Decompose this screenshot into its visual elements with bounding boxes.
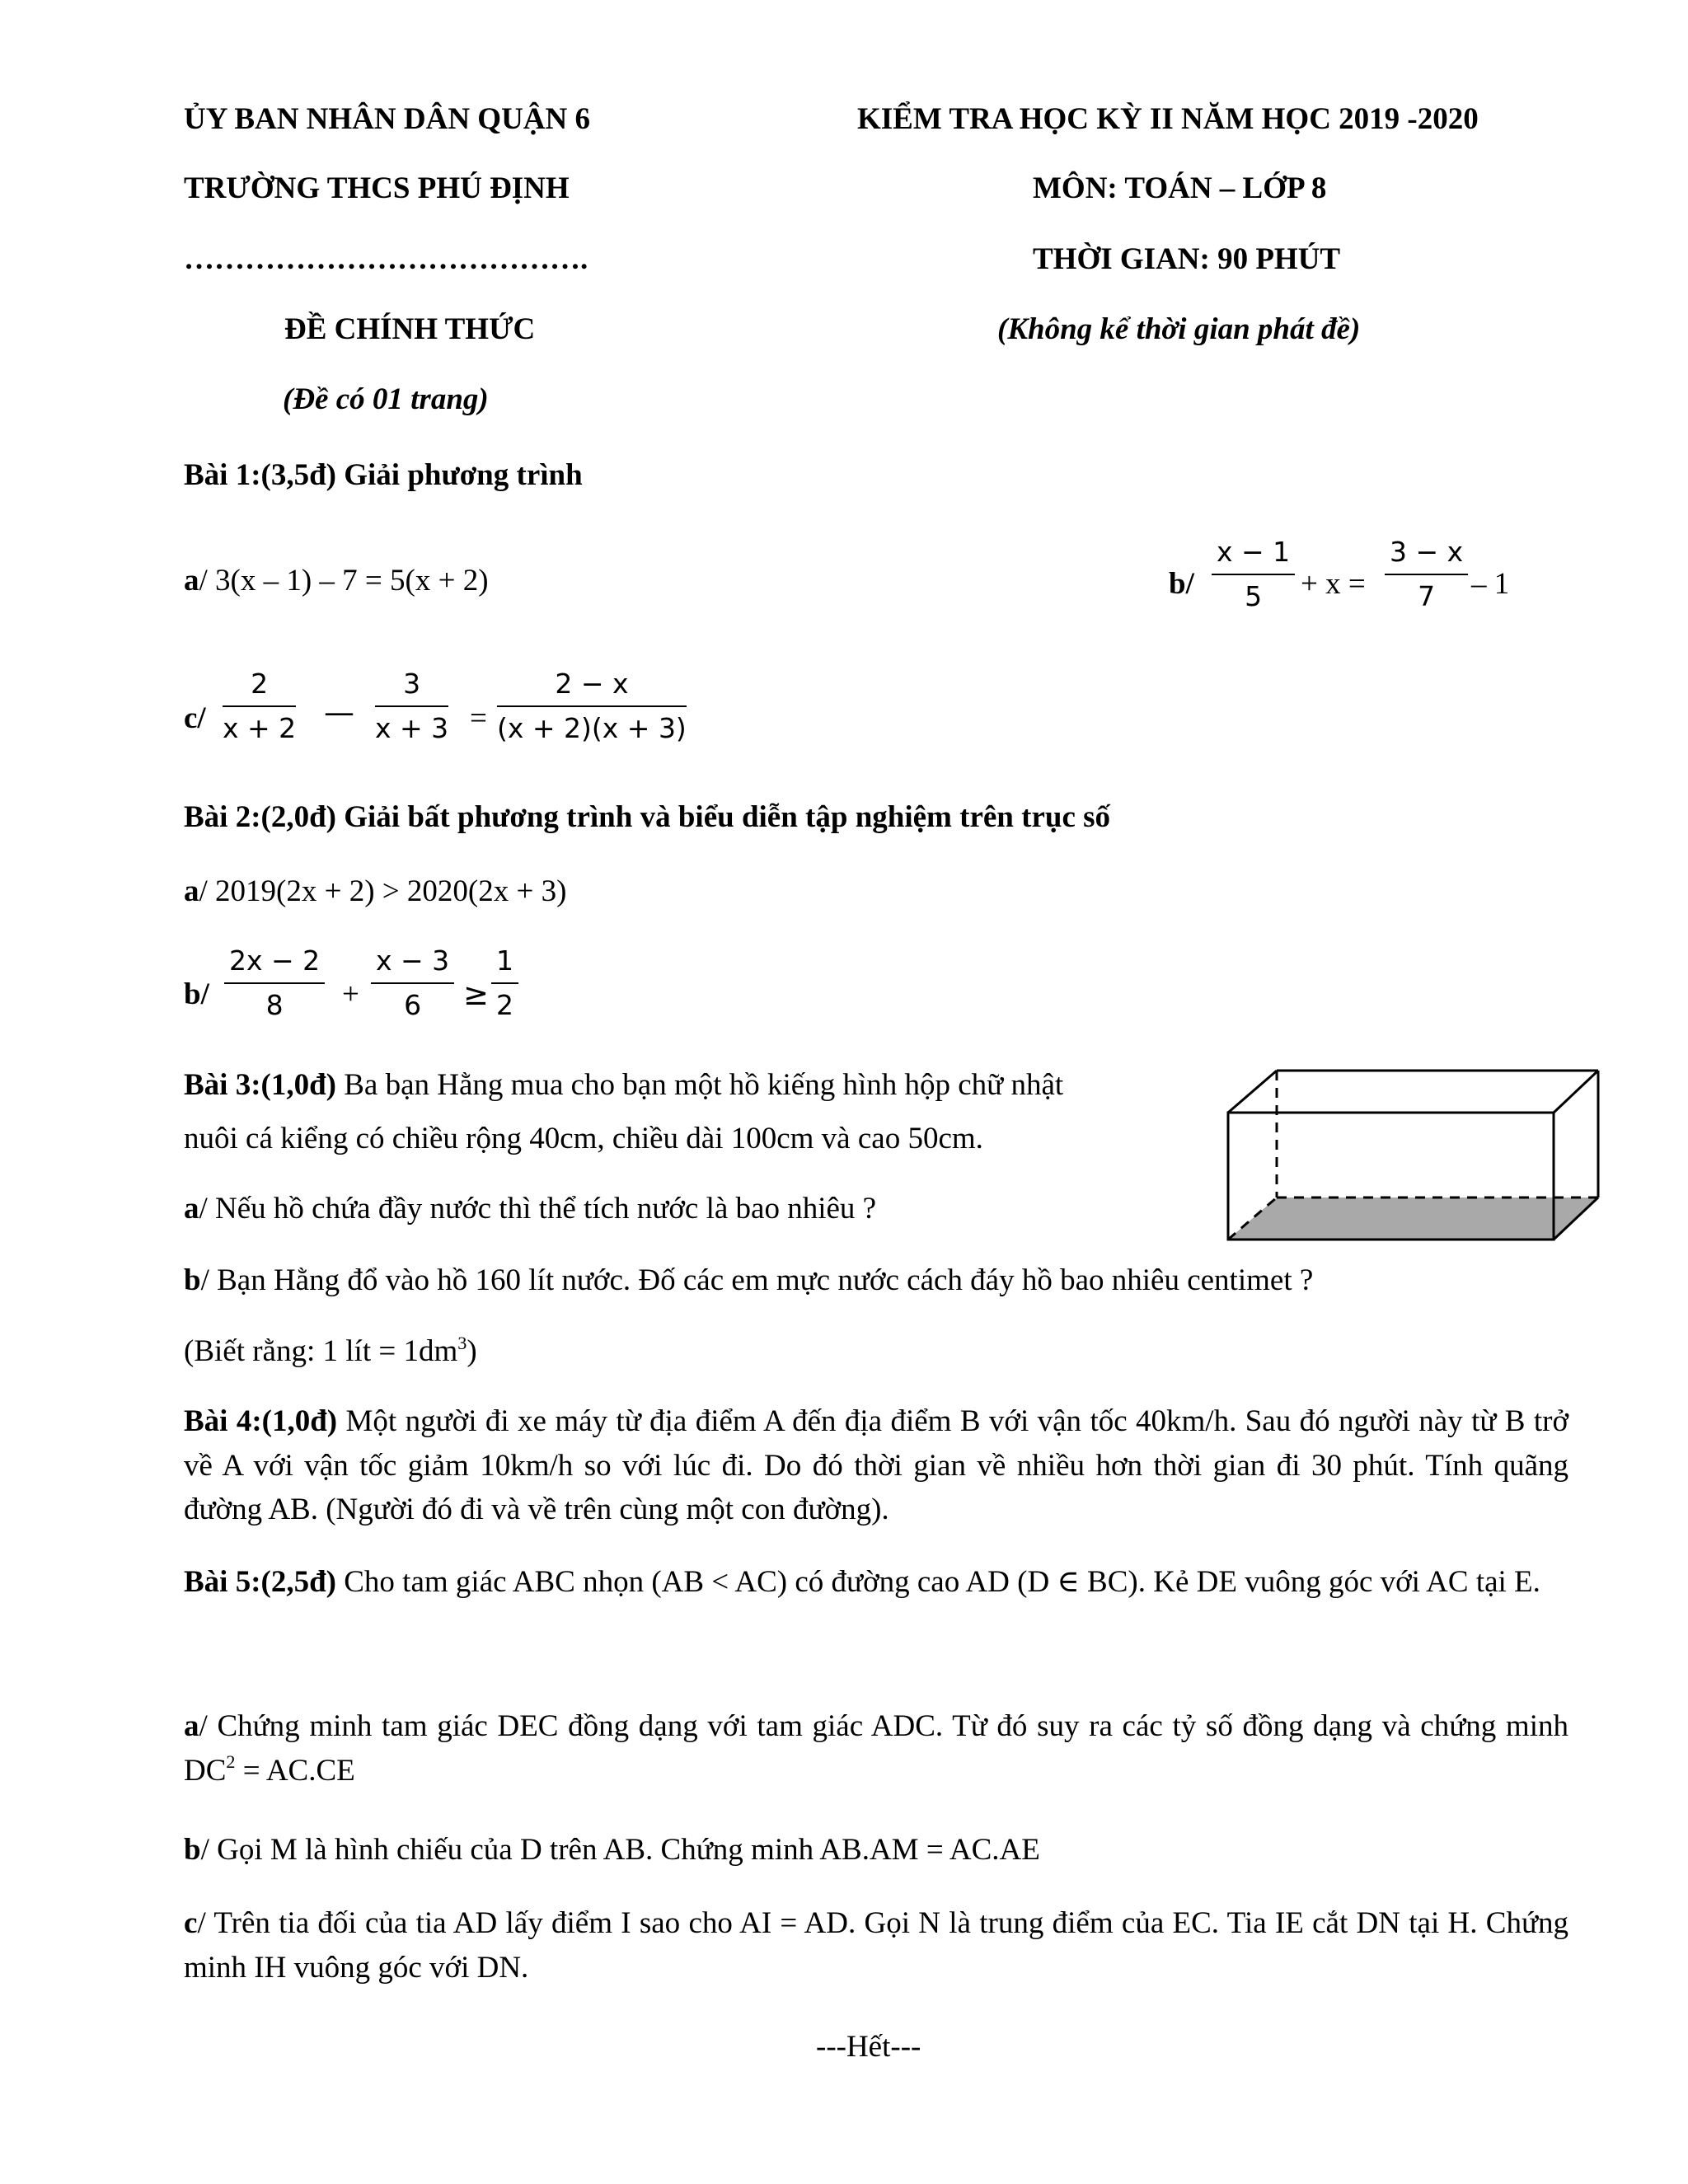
official-label: ĐỀ CHÍNH THỨC (284, 312, 536, 346)
dotted-line: …………………………………. (184, 242, 588, 276)
bai1-b-fraction-2: $\frac{3 - x}{7}$ (1385, 537, 1468, 612)
bai5-a: a/ Chứng minh tam giác DEC đồng dạng với tam giác ADC. Từ đó suy ra các tỷ số đồng dạng và chứng minh $DC^2 = AC.CE$ (184, 1709, 1568, 1788)
bai2-b-fraction-3: $\frac{1}{2}$ (491, 946, 518, 1021)
bai2-b-fraction-1: $\frac{2x - 2}{8}$ (224, 946, 325, 1021)
bai1-c-fraction-1: $\frac{2}{x + 2}$ (223, 668, 297, 745)
bai2-b-label: b/ (184, 977, 209, 1011)
bai2-a: a/ 2019(2x + 2) > 2020(2x + 3) (184, 874, 567, 908)
bai3-b: b/ Bạn Hằng đổ vào hồ 160 lít nước. Đố các em mực nước cách đáy hồ bao nhiêu centimet ? (184, 1263, 1314, 1297)
bai5-b: b/ Gọi M là hình chiếu của D trên AB. Chứng minh AB.AM = AC.AE (184, 1833, 1040, 1867)
bai3-note: (Biết rằng: 1 lít = $1dm^3$) (184, 1332, 477, 1368)
water-surface (1228, 1197, 1598, 1240)
exam-title: KIỂM TRA HỌC KỲ II NĂM HỌC 2019 -2020 (857, 102, 1479, 136)
bai3-a: a/ Nếu hồ chứa đầy nước thì thể tích nước là bao nhiêu ? (184, 1192, 877, 1226)
bai1-c-fraction-3: $\frac{2 - x}{(x + 2)(x + 3)}$ (497, 668, 687, 745)
bai1-b-middle: + x = (1301, 567, 1366, 601)
bai1-c-equals: = (470, 701, 487, 735)
bai2-b-fraction-2: $\frac{x - 3}{6}$ (371, 946, 454, 1021)
bai1-title: Bài 1:(3,5đ) Giải phương trình (184, 458, 583, 492)
page-count-note: (Đề có 01 trang) (283, 382, 489, 416)
bai1-b-fraction-1: $\frac{x - 1}{5}$ (1212, 537, 1295, 612)
bai1-b-end: – 1 (1471, 567, 1510, 601)
bai3-line-2: nuôi cá kiểng có chiều rộng 40cm, chiều dài 100cm và cao 50cm. (184, 1122, 983, 1155)
bai5-c: c/ Trên tia đối của tia AD lấy điểm I sao cho AI = AD. Gọi N là trung điểm của EC. Tia IE cắt DN tại H. Chứng minh IH vuông góc với DN. (184, 1906, 1568, 1985)
bai1-b-label: b/ (1169, 567, 1194, 601)
school-name: TRƯỜNG THCS PHÚ ĐỊNH (184, 171, 570, 205)
bai1-c-label: c/ (184, 701, 206, 735)
bai3-line-1: Bài 3:(1,0đ) Ba bạn Hằng mua cho bạn một hồ kiếng hình hộp chữ nhật (184, 1068, 1064, 1102)
duration-line: THỜI GIAN: 90 PHÚT (1033, 242, 1341, 276)
end-marker: ---Hết--- (816, 2030, 921, 2064)
bai1-a: a/ 3(x – 1) – 7 = 5(x + 2) (184, 564, 489, 598)
bai1-c-fraction-2: $\frac{3}{x + 3}$ (375, 668, 449, 745)
bai2-title: Bài 2:(2,0đ) Giải bất phương trình và biểu diễn tập nghiệm trên trục số (184, 800, 1111, 834)
duration-note: (Không kể thời gian phát đề) (997, 312, 1361, 346)
box-edge (1554, 1071, 1598, 1113)
aquarium-box-figure (1218, 1059, 1614, 1257)
bai2-b-ge: ≥ (463, 977, 490, 1012)
district-name: ỦY BAN NHÂN DÂN QUẬN 6 (184, 102, 590, 136)
bai2-b-plus: + (342, 977, 359, 1011)
subject-line: MÔN: TOÁN – LỚP 8 (1033, 171, 1327, 205)
bai5-paragraph: Bài 5:(2,5đ) Cho tam giác ABC nhọn (AB < AC) có đường cao AD (D ∈ BC). Kẻ DE vuông góc với AC tại E. (184, 1565, 1540, 1599)
box-edge (1228, 1071, 1277, 1113)
bai4-paragraph: Bài 4:(1,0đ) Một người đi xe máy từ địa điểm A đến địa điểm B với vận tốc 40km/h. Sau đó người này từ B trở về A với vận tốc giảm 10km/h so với lúc đi. Do đó thời gian về nhiều hơn thời gian đi 30 phút. Tính quãng đường AB. (Người đó đi và về trên cùng một con đường). (184, 1404, 1569, 1527)
bai1-c-minus: — (324, 695, 354, 730)
